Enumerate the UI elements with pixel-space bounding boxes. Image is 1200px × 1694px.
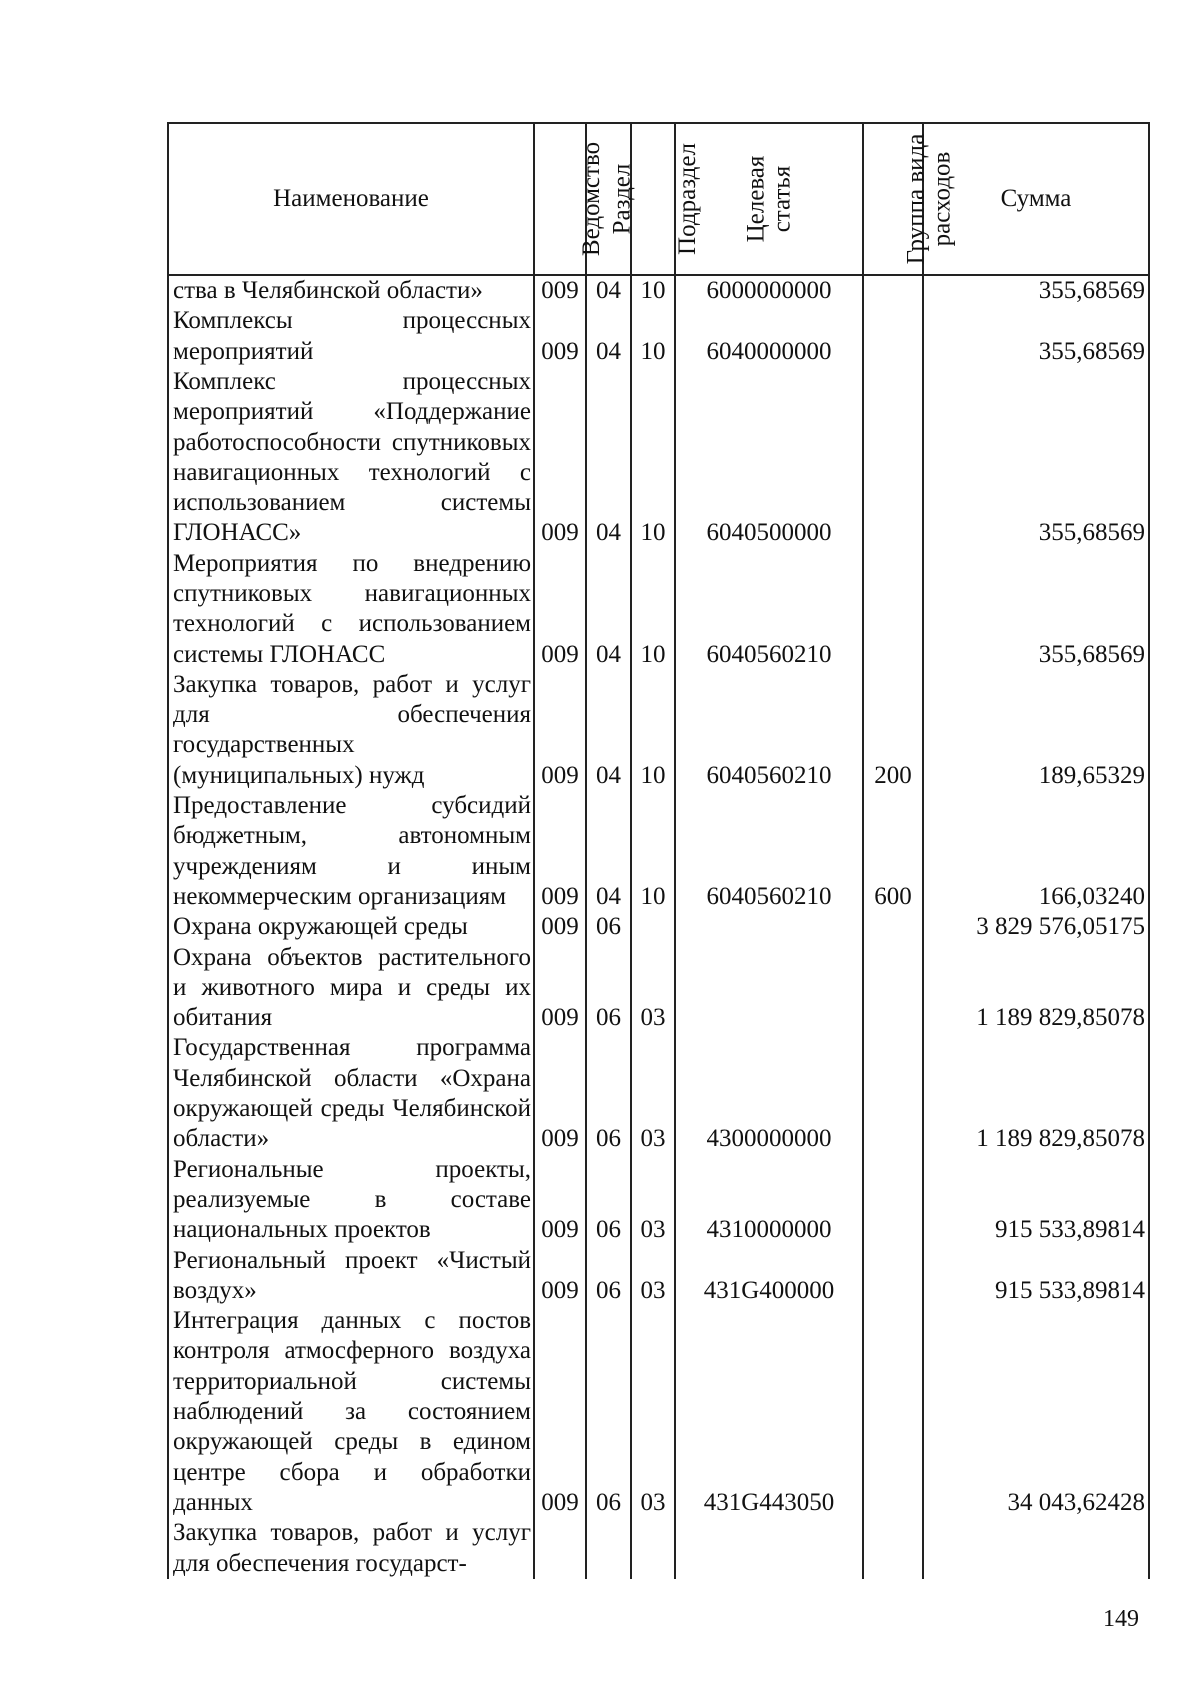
table-row xyxy=(168,670,1149,791)
cell-name: ства в Челябинской области» xyxy=(168,275,534,306)
cell-cel xyxy=(675,943,863,1034)
cell-name: Закупка товаров, работ и услуг для обеспечения государственных (муниципальных) нужд xyxy=(168,670,534,791)
cell-name: Закупка товаров, работ и услуг для обеспечения государст- xyxy=(168,1518,534,1579)
cell-podraz: 10 xyxy=(631,275,675,306)
table-row xyxy=(168,1518,1149,1579)
cell-raz: 06 xyxy=(586,1033,631,1154)
cell-podraz: 10 xyxy=(631,306,675,367)
cell-grp xyxy=(863,1518,923,1579)
cell-ved xyxy=(534,1518,586,1579)
header-celevaya-statya: Целевая статья xyxy=(675,123,863,275)
cell-podraz: 03 xyxy=(631,1033,675,1154)
cell-raz: 04 xyxy=(586,670,631,791)
table-row xyxy=(168,1155,1149,1246)
table-header xyxy=(168,123,1149,275)
cell-raz: 06 xyxy=(586,943,631,1034)
cell-sum: 166,03240 xyxy=(923,791,1149,912)
header-summa: Сумма xyxy=(923,123,1149,275)
cell-ved: 009 xyxy=(534,1033,586,1154)
cell-ved: 009 xyxy=(534,1155,586,1246)
cell-raz: 04 xyxy=(586,549,631,670)
cell-podraz: 10 xyxy=(631,549,675,670)
cell-sum: 915 533,89814 xyxy=(923,1246,1149,1307)
cell-raz: 04 xyxy=(586,275,631,306)
cell-grp xyxy=(863,1155,923,1246)
cell-grp xyxy=(863,912,923,942)
table-row xyxy=(168,1033,1149,1154)
cell-cel: 6040000000 xyxy=(675,306,863,367)
cell-cel: 431G400000 xyxy=(675,1246,863,1307)
cell-grp: 200 xyxy=(863,670,923,791)
cell-ved: 009 xyxy=(534,1246,586,1307)
cell-podraz: 03 xyxy=(631,1155,675,1246)
cell-sum: 34 043,62428 xyxy=(923,1306,1149,1518)
cell-ved: 009 xyxy=(534,275,586,306)
cell-cel: 431G443050 xyxy=(675,1306,863,1518)
table-row xyxy=(168,1246,1149,1307)
cell-podraz xyxy=(631,912,675,942)
cell-ved: 009 xyxy=(534,306,586,367)
cell-sum: 3 829 576,05175 xyxy=(923,912,1149,942)
cell-name: Региональные проекты, реализуемые в составе национальных проектов xyxy=(168,1155,534,1246)
cell-name: Интеграция данных с постов контроля атмосферного воздуха территориальной системы наблюдений за состоянием окружающей среды в едином центре сбора и обработки данных xyxy=(168,1306,534,1518)
cell-ved: 009 xyxy=(534,791,586,912)
cell-ved: 009 xyxy=(534,1306,586,1518)
table-row xyxy=(168,791,1149,912)
cell-cel: 6040500000 xyxy=(675,367,863,549)
table-row xyxy=(168,549,1149,670)
cell-podraz: 10 xyxy=(631,670,675,791)
cell-podraz: 10 xyxy=(631,367,675,549)
cell-name: Охрана окружающей среды xyxy=(168,912,534,942)
table-row xyxy=(168,306,1149,367)
cell-grp xyxy=(863,549,923,670)
cell-podraz: 03 xyxy=(631,1306,675,1518)
cell-ved: 009 xyxy=(534,670,586,791)
cell-raz: 04 xyxy=(586,367,631,549)
cell-sum: 915 533,89814 xyxy=(923,1155,1149,1246)
cell-raz: 06 xyxy=(586,912,631,942)
page-number: 149 xyxy=(1103,1606,1139,1632)
cell-grp xyxy=(863,1246,923,1307)
table-row xyxy=(168,943,1149,1034)
cell-grp xyxy=(863,367,923,549)
cell-podraz: 03 xyxy=(631,1246,675,1307)
cell-sum: 355,68569 xyxy=(923,275,1149,306)
cell-cel xyxy=(675,1518,863,1579)
cell-ved: 009 xyxy=(534,912,586,942)
cell-cel: 6040560210 xyxy=(675,791,863,912)
cell-name: Комплекс процессных мероприятий «Поддержание работоспособности спутниковых навигационных технологий с использованием системы ГЛОНАСС» xyxy=(168,367,534,549)
cell-sum: 355,68569 xyxy=(923,306,1149,367)
cell-sum: 355,68569 xyxy=(923,367,1149,549)
header-podrazdel: Подраздел xyxy=(631,123,675,275)
cell-name: Государственная программа Челябинской области «Охрана окружающей среды Челябинской области» xyxy=(168,1033,534,1154)
cell-grp xyxy=(863,1306,923,1518)
cell-grp xyxy=(863,943,923,1034)
header-gruppa-vida-rashodov: Группа вида расходов xyxy=(863,123,923,275)
table-body xyxy=(168,275,1149,1579)
table-row xyxy=(168,275,1149,306)
header-vedomstvo: Ведомство xyxy=(534,123,586,275)
cell-raz: 06 xyxy=(586,1306,631,1518)
cell-grp xyxy=(863,275,923,306)
cell-cel: 4300000000 xyxy=(675,1033,863,1154)
cell-name: Охрана объектов растительного и животного мира и среды их обитания xyxy=(168,943,534,1034)
table-row xyxy=(168,367,1149,549)
cell-podraz: 03 xyxy=(631,943,675,1034)
cell-ved: 009 xyxy=(534,943,586,1034)
cell-cel xyxy=(675,912,863,942)
cell-sum: 355,68569 xyxy=(923,549,1149,670)
cell-name: Региональный проект «Чистый воздух» xyxy=(168,1246,534,1307)
cell-sum: 189,65329 xyxy=(923,670,1149,791)
cell-cel: 6000000000 xyxy=(675,275,863,306)
cell-cel: 4310000000 xyxy=(675,1155,863,1246)
table-row xyxy=(168,912,1149,942)
cell-raz: 04 xyxy=(586,306,631,367)
cell-raz xyxy=(586,1518,631,1579)
cell-podraz xyxy=(631,1518,675,1579)
cell-sum xyxy=(923,1518,1149,1579)
cell-ved: 009 xyxy=(534,549,586,670)
cell-raz: 06 xyxy=(586,1155,631,1246)
cell-podraz: 10 xyxy=(631,791,675,912)
cell-sum: 1 189 829,85078 xyxy=(923,1033,1149,1154)
header-name: Наименование xyxy=(168,123,534,275)
cell-cel: 6040560210 xyxy=(675,549,863,670)
cell-grp xyxy=(863,306,923,367)
cell-grp: 600 xyxy=(863,791,923,912)
cell-raz: 04 xyxy=(586,791,631,912)
cell-name: Мероприятия по внедрению спутниковых навигационных технологий с использованием системы ГЛОНАСС xyxy=(168,549,534,670)
cell-raz: 06 xyxy=(586,1246,631,1307)
cell-grp xyxy=(863,1033,923,1154)
cell-name: Предоставление субсидий бюджетным, автономным учреждениям и иным некоммерческим организациям xyxy=(168,791,534,912)
cell-cel: 6040560210 xyxy=(675,670,863,791)
cell-ved: 009 xyxy=(534,367,586,549)
table-row xyxy=(168,1306,1149,1518)
header-razdel: Раздел xyxy=(586,123,631,275)
cell-name: Комплексы процессных мероприятий xyxy=(168,306,534,367)
budget-table xyxy=(167,122,1150,1579)
cell-sum: 1 189 829,85078 xyxy=(923,943,1149,1034)
